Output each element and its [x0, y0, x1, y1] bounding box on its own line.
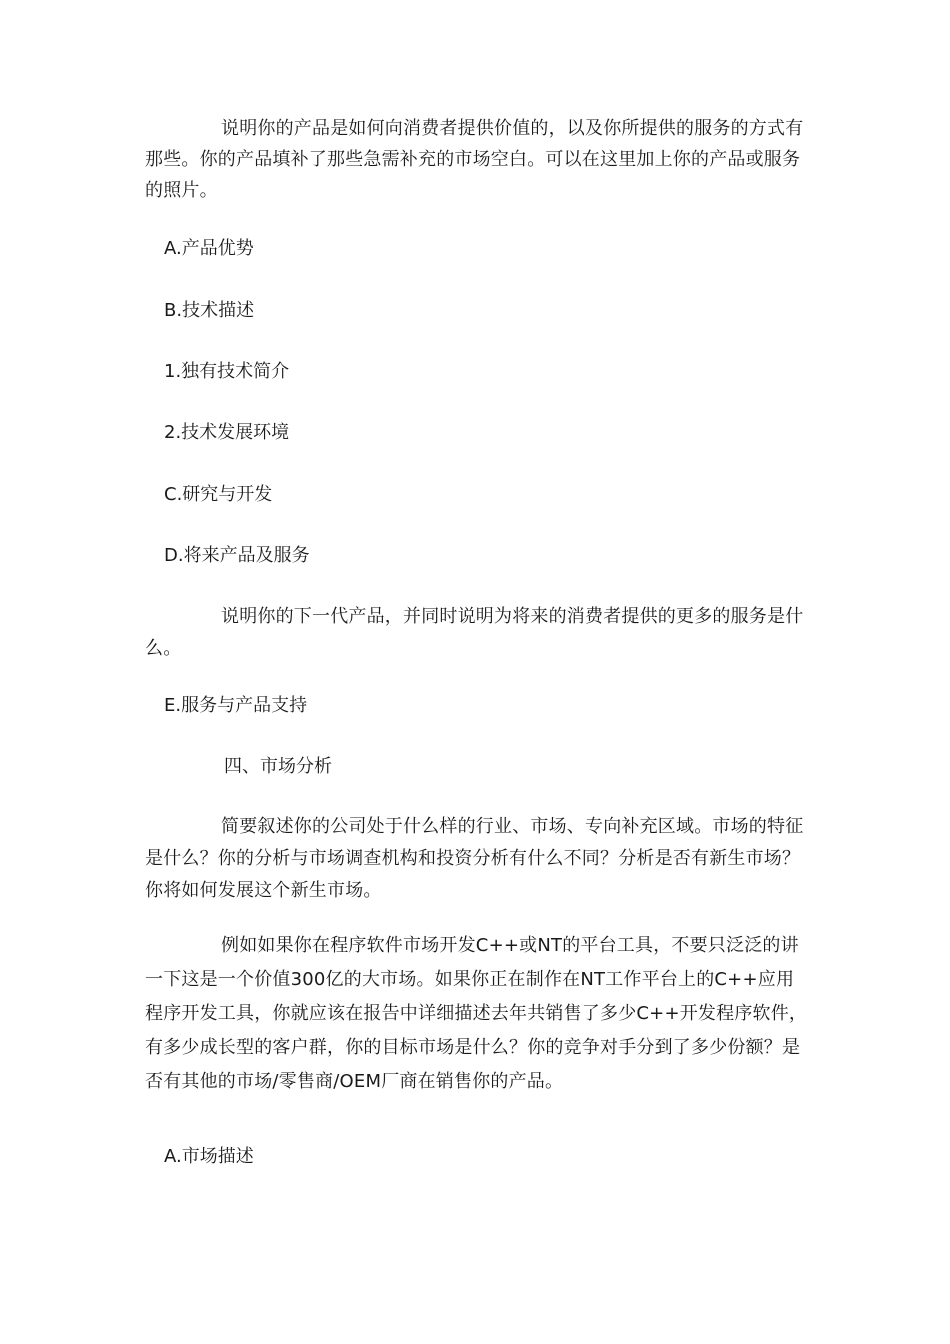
section-heading-market-analysis: 四、市场分析	[224, 756, 332, 777]
outline-item-b2: 2.技术发展环境	[164, 422, 290, 443]
outline-item-e: E.服务与产品支持	[164, 695, 308, 716]
outline-item-d: D.将来产品及服务	[164, 545, 310, 566]
paragraph-market-overview: 简要叙述你的公司处于什么样的行业、市场、专向补充区域。市场的特征是什么？你的分析与市场调查机构和投资分析有什么不同？分析是否有新生市场？你将如何发展这个新生市场。	[145, 816, 804, 901]
outline-item-b1: 1.独有技术简介	[164, 361, 290, 382]
outline-item-a: A.产品优势	[164, 238, 254, 259]
paragraph-market-example: 例如如果你在程序软件市场开发C++或NT的平台工具，不要只泛泛的讲一下这是一个价值300亿的大市场。如果你正在制作在NT工作平台上的C++应用程序开发工具，你就应该在报告中详细描述去年共销售了多少C++开发程序软件，有多少成长型的客户群，你的目标市场是什么？你的竞争对手分到了多少份额？是否有其他的市场/零售商/OEM厂商在销售你的产品。	[145, 935, 808, 1092]
outline-item-c: C.研究与开发	[164, 484, 273, 505]
outline-item-market-a: A.市场描述	[164, 1146, 254, 1167]
outline-item-b: B.技术描述	[164, 300, 255, 321]
paragraph-product-value: 说明你的产品是如何向消费者提供价值的，以及你所提供的服务的方式有那些。你的产品填补了那些急需补充的市场空白。可以在这里加上你的产品或服务的照片。	[145, 118, 804, 201]
paragraph-next-generation: 说明你的下一代产品，并同时说明为将来的消费者提供的更多的服务是什么。	[145, 606, 804, 659]
